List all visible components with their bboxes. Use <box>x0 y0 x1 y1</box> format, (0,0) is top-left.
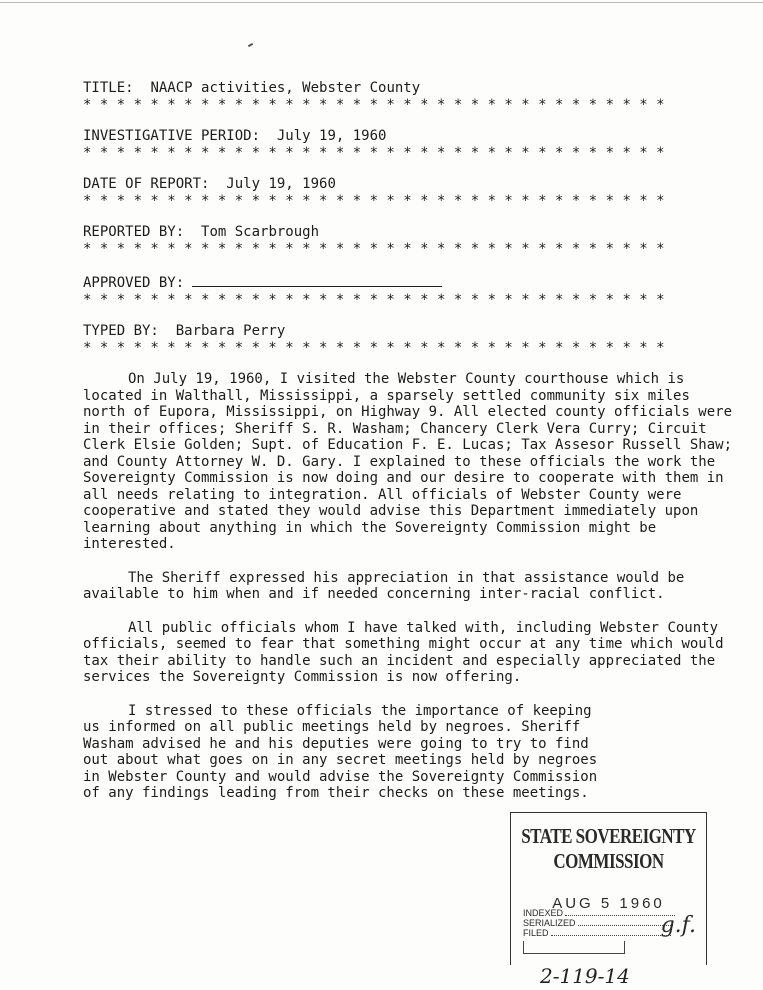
typed-block <box>83 323 743 357</box>
reported-value: Tom Scarbrough <box>201 224 320 240</box>
report-page <box>83 80 743 819</box>
approved-label: APPROVED BY: <box>83 275 185 291</box>
report-body <box>83 371 733 802</box>
separator-stars: * * * * * * * * * * * * * * * * * * * * * * * * * * * * * * * * * * * <box>83 145 665 161</box>
typed-value: Barbara Perry <box>175 323 286 339</box>
scan-top-edge <box>0 2 763 3</box>
stamp-serialized: SERIALIZED <box>523 918 576 928</box>
period-label: INVESTIGATIVE PERIOD: <box>83 128 261 144</box>
stamp-date: AUG 5 1960 <box>552 895 665 912</box>
stamp-filed: FILED <box>523 928 549 938</box>
stamp-indexed: INDEXED <box>523 908 564 918</box>
title-value: NAACP activities, Webster County <box>150 80 421 96</box>
period-block <box>83 128 743 162</box>
paragraph-4: I stressed to these officials the importance of keeping us informed on all public meetings held by negroes. Sheriff Washam advised he and his deputies were going to try to find out about what goes on in any secret meetings held by negroes in Webster County and would advise the Sovereignty Commission of any findings leading from their checks on these meetings. <box>83 702 598 801</box>
typed-label: TYPED BY: <box>83 323 159 339</box>
separator-stars: * * * * * * * * * * * * * * * * * * * * * * * * * * * * * * * * * * * <box>83 97 665 113</box>
stamp-fields <box>523 908 675 938</box>
title-label: TITLE: <box>83 80 134 96</box>
separator-stars: * * * * * * * * * * * * * * * * * * * * * * * * * * * * * * * * * * * <box>83 292 665 308</box>
date-block <box>83 176 743 210</box>
separator-stars: * * * * * * * * * * * * * * * * * * * * * * * * * * * * * * * * * * * <box>83 340 665 356</box>
paragraph-2: The Sheriff expressed his appreciation in that assistance would be available to him when and if needed concerning inter-racial conflict. <box>83 569 685 602</box>
date-value: July 19, 1960 <box>226 176 336 192</box>
received-stamp <box>510 812 707 965</box>
date-label: DATE OF REPORT: <box>83 176 210 192</box>
separator-stars: * * * * * * * * * * * * * * * * * * * * * * * * * * * * * * * * * * * <box>83 241 665 257</box>
reported-label: REPORTED BY: <box>83 224 185 240</box>
paragraph-1: On July 19, 1960, I visited the Webster County courthouse which is located in Walthall, Mississippi, a sparsely settled community six miles north of Eupora, Mississippi, on Highway 9. All elected county officials were in their offices; Sheriff S. R. Washam; Chancery Clerk Vera Curry; Circuit Clerk Elsie Golden; Supt. of Education F. E. Lucas; Tax Assesor Russell Shaw; and County Attorney W. D. Gary. I explained to these officials the work the Sovereignty Commission is now doing and our desire to cooperate with them in all needs relating to integration. All officials of Webster County were cooperative and stated they would advise this Department immediately upon learning about anything in which the Sovereignty Commission might be interested. <box>83 371 733 552</box>
period-value: July 19, 1960 <box>276 128 387 144</box>
handwritten-file-number: 2-119-14 <box>540 964 630 988</box>
paragraph-3: All public officials whom I have talked with, including Webster County officials, seemed to fear that something might occur at any time which would tax their ability to handle such an incident and especially appreciated the services the Sovereignty Commission is now offering. <box>83 619 724 685</box>
reported-block <box>83 224 743 258</box>
stamp-box <box>523 941 625 954</box>
signature-line <box>192 272 442 287</box>
handwritten-initials: g.f. <box>660 913 696 938</box>
approved-block <box>83 272 743 309</box>
title-block <box>83 80 743 114</box>
stamp-title: STATE SOVEREIGNTY COMMISSION <box>521 824 696 873</box>
separator-stars: * * * * * * * * * * * * * * * * * * * * * * * * * * * * * * * * * * * <box>83 193 665 209</box>
scan-speck <box>248 43 253 47</box>
